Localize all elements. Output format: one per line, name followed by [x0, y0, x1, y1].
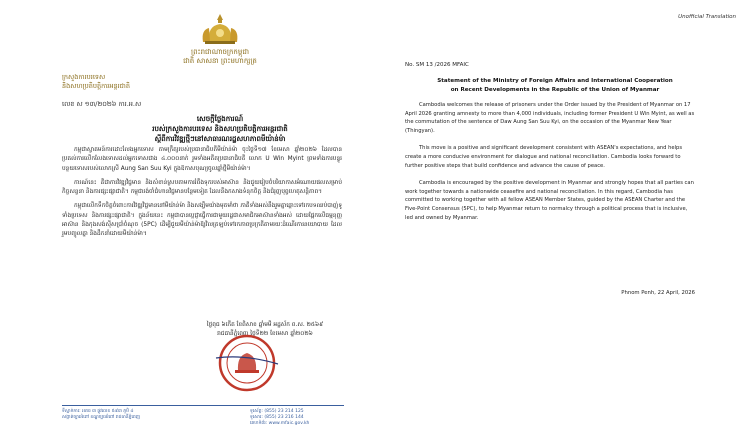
paragraph: កម្ពុជាស្វាគមន៍ការដោះលែងអ្នកទោស តាមក្រឹត្យរបស់ប្រធានាធិបតីមីយ៉ាន់ម៉ា ចុះថ្ងៃទី១៧ ខែមេសា ឆ្នាំ២០២៦ ដែលបានប្រគល់ការលើកលែងទោសដល់អ្នកទោសជាង ៤.០០០នាក់ រួមទាំងអតីតប្រធានាធិបតី លោក U Win Myint ព្រមទាំងការបន្ធូរបន្ថយទោសរបស់លោកស្រី Aung San Suu Kyi ក្នុងឱកាសបុណ្យចូលឆ្នាំថ្មីមីយ៉ាន់ម៉ា។ — [62, 147, 342, 172]
ministry-line-2: និងសហប្រតិបត្តិការអន្តរជាតិ — [62, 82, 130, 90]
statement-title — [100, 114, 340, 144]
ministry-seal-icon — [204, 334, 290, 392]
ministry-name — [62, 73, 182, 91]
english-translation-page — [375, 0, 750, 440]
address-line-1: ទីស្នាក់ការ: អគារ ៣ ផ្លូវលេខ ៥៩៣ ភូមិ ៤ — [62, 409, 134, 414]
statement-title — [405, 77, 705, 95]
footer-contact — [250, 409, 350, 427]
royal-emblem-icon — [197, 12, 243, 46]
title-line-2: របស់ក្រសួងការបរទេស និងសហប្រតិបត្តិការអន្តរជាតិ — [152, 125, 288, 133]
kingdom-motto — [160, 48, 280, 66]
paragraph: Cambodia welcomes the release of prisoners under the Order issued by the President of Myanmar on 17 April 2026 granting amnesty to more than 4,000 individuals, including former President U Win Myint, as well as the commutation of the sentence of Daw Aung San Suu Kyi, on the occasion of the Myanmar New Year (Thingyan). — [405, 102, 695, 134]
title-line-3: ស្តីពីការវិវឌ្ឍថ្មីៗនៅសាធារណរដ្ឋសហភាពមីយ៉ាន់ម៉ា — [154, 135, 286, 143]
reference-number: លេខ ស ១៣/២០២៦ ការ.អ.ស — [62, 100, 142, 108]
title-line-1: Statement of the Ministry of Foreign Affairs and International Cooperation — [437, 78, 673, 84]
paragraph: កម្ពុជាលើកទឹកចិត្តចំពោះការវិវឌ្ឍវិជ្ជមាននៅមីយ៉ាន់ម៉ា និងសង្ឃឹមយ៉ាងមុតមាំថា ភាគីទាំងអស់នឹងរួមគ្នាឆ្ពោះទៅរកបទឈប់បាញ់ទូទាំងប្រទេស និងការផ្សះផ្សាជាតិ។ ក្នុងន័យនេះ កម្ពុជាបានប្តេជ្ញាធ្វើការជាមួយរដ្ឋជាសមាជិកអាស៊ានទាំងអស់ ដោយផ្អែកលើធម្មនុញ្ញអាស៊ាន និងកុងសង់ស៊ីសប្រាំចំណុច (5PC) ដើម្បីជួយមីយ៉ាន់ម៉ាឱ្យវិលត្រឡប់ទៅរកភាពប្រក្រតីតាមរយៈដំណើរការនយោបាយ ដែលរួមបញ្ចូលគ្នា និងដឹកនាំដោយមីយ៉ាន់ម៉ា។ — [62, 203, 342, 238]
statement-body — [405, 101, 695, 231]
motto-line: ជាតិ សាសនា ព្រះមហាក្សត្រ — [183, 57, 257, 65]
statement-body — [62, 146, 342, 245]
title-line-2: on Recent Developments in the Republic of the Union of Myanmar — [450, 87, 660, 93]
contact-fax: ទូរសារ: (855) 23 216 144 — [250, 415, 304, 420]
reference-number: No. SM 13 /2026 MFAIC — [405, 62, 469, 68]
address-line-2: សង្កាត់ច្បារអំពៅ ខណ្ឌច្បារអំពៅ រាជធានីភ្នំពេញ — [62, 415, 141, 420]
unofficial-translation-label: Unofficial Translation — [678, 14, 736, 20]
footer-address — [62, 409, 212, 421]
kingdom-line: ព្រះរាជាណាចក្រកម្ពុជា — [190, 48, 249, 56]
ministry-line-1: ក្រសួងការបរទេស — [62, 73, 106, 81]
solar-date: រាជធានីភ្នំពេញ ថ្ងៃទី២២ ខែមេសា ឆ្នាំ២០២៦ — [217, 331, 313, 337]
paragraph: Cambodia is encouraged by the positive development in Myanmar and strongly hopes that all parties can work together towards a nationwide ceasefire and national reconciliation. In this regard, Cambodia has committed to working together with all fellow ASEAN Member States, guided by the ASEAN Charter and the Five-Point Consensus (5PC), to help Myanmar return to normalcy through a political process that is inclusive, led and owned by Myanmar. — [405, 180, 694, 221]
title-line-1: សេចក្តីថ្លែងការណ៍ — [196, 115, 244, 123]
footer-divider — [62, 405, 344, 406]
contact-phone: ទូរស័ព្ទ: (855) 23 214 125 — [250, 409, 304, 414]
place-date-signoff: Phnom Penh, 22 April, 2026 — [621, 290, 695, 296]
paragraph: ការណ៍នេះ គឺជាការវិវឌ្ឍវិជ្ជមាន និងសំខាន់ស្របតាមការរំពឹងទុករបស់អាស៊ាន និងជួយរៀបចំបរិយាកាសអំណោយផលសម្រាប់កិច្ចសន្ទនា និងការផ្សះផ្សាជាតិ។ កម្ពុជារង់ចាំជំហានវិជ្ជមានបន្ថែមទៀត ដែលនឹងកសាងទំនុកចិត្ត និងជំរុញបុព្វហេតុសន្តិភាព។ — [62, 179, 342, 196]
lunar-date: ថ្ងៃពុធ ៦កើត ខែពិសាខ ឆ្នាំមមី អដ្ឋស័ក ព.ស. ២៥៦៩ — [206, 322, 324, 328]
paragraph: This move is a positive and significant development consistent with ASEAN's expectations, and helps create a more conducive environment for dialogue and national reconciliation. Cambodia looks forward to further positive steps that build confidence and advance the cause of peace. — [405, 145, 683, 169]
contact-website: គេហទំព័រ: www.mfaic.gov.kh — [250, 421, 310, 426]
